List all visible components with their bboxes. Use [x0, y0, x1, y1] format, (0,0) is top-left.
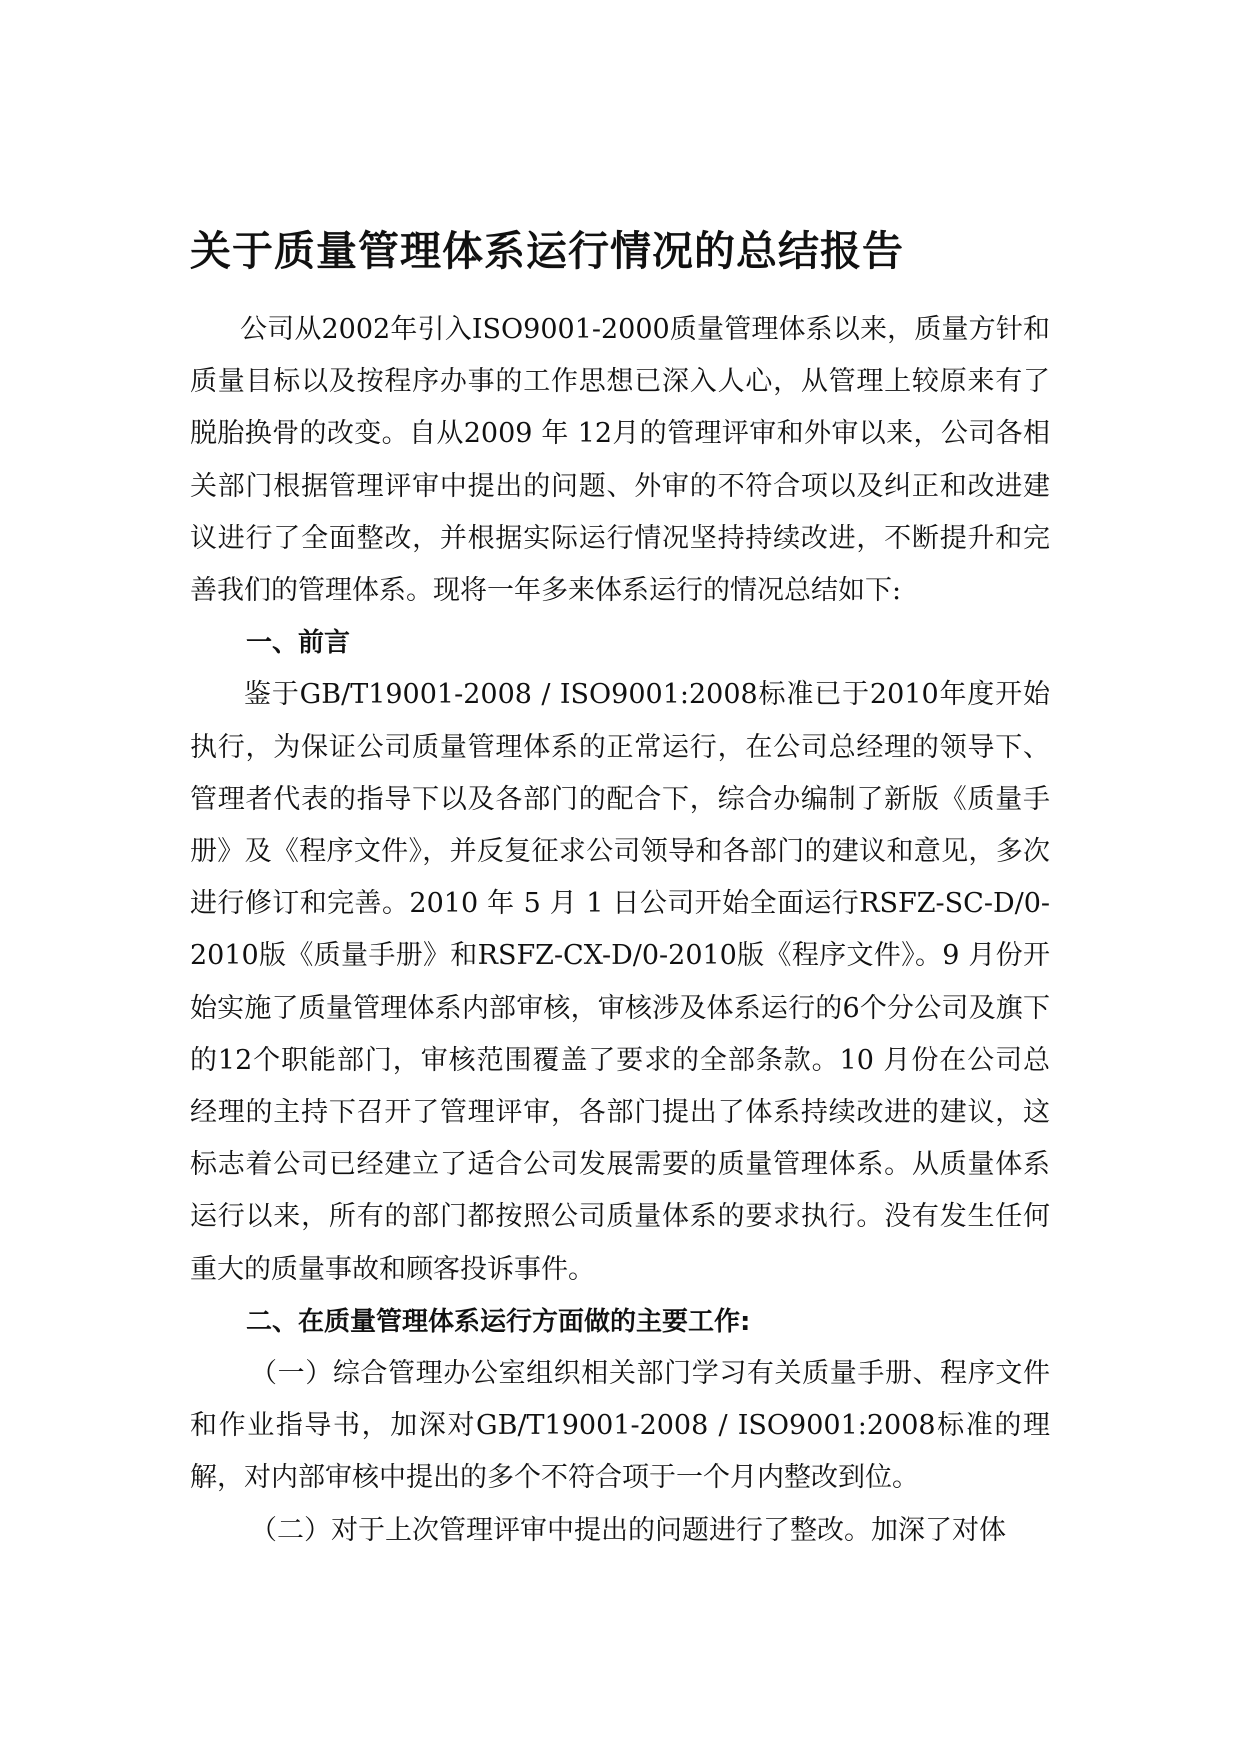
section-heading-main-work: 二、在质量管理体系运行方面做的主要工作: — [246, 1306, 751, 1337]
document-title: 关于质量管理体系运行情况的总结报告 — [190, 227, 904, 275]
section-heading-preface: 一、前言 — [246, 628, 351, 659]
main-work-item-2: （二）对于上次管理评审中提出的问题进行了整改。加深了对体 — [250, 1514, 1006, 1546]
main-work-item-1: （一）综合管理办公室组织相关部门学习有关质量手册、程序文件和作业指导书，加深对GB/T19001-2008 / ISO9001:2008标准的理解，对内部审核中提出的多个不符合项于一个月内整改到位。 — [190, 1358, 1050, 1494]
preface-paragraph: 鉴于GB/T19001-2008 / ISO9001:2008标准已于2010年度开始执行，为保证公司质量管理体系的正常运行，在公司总经理的领导下、管理者代表的指导下以及各部门的配合下，综合办编制了新版《质量手册》及《程序文件》，并反复征求公司领导和各部门的建议和意见，多次进行修订和完善。2010 年 5 月 1 日公司开始全面运行RSFZ-SC-D/0-2010版《质量手册》和RSFZ-CX-D/0-2010版《程序文件》。9 月份开始实施了质量管理体系内部审核，审核涉及体系运行的6个分公司及旗下的12个职能部门，审核范围覆盖了要求的全部条款。10 月份在公司总经理的主持下召开了管理评审，各部门提出了体系持续改进的建议，这标志着公司已经建立了适合公司发展需要的质量管理体系。从质量体系运行以来，所有的部门都按照公司质量体系的要求执行。没有发生任何重大的质量事故和顾客投诉事件。 — [190, 679, 1050, 1285]
intro-paragraph: 公司从2002年引入ISO9001-2000质量管理体系以来，质量方针和质量目标以及按程序办事的工作思想已深入人心，从管理上较原来有了脱胎换骨的改变。自从2009 年 12月的管理评审和外审以来，公司各相关部门根据管理评审中提出的问题、外审的不符合项以及纠正和改进建议进行了全面整改，并根据实际运行情况坚持持续改进，不断提升和完善我们的管理体系。现将一年多来体系运行的情况总结如下: — [190, 314, 1050, 607]
document-body — [190, 304, 1050, 1557]
